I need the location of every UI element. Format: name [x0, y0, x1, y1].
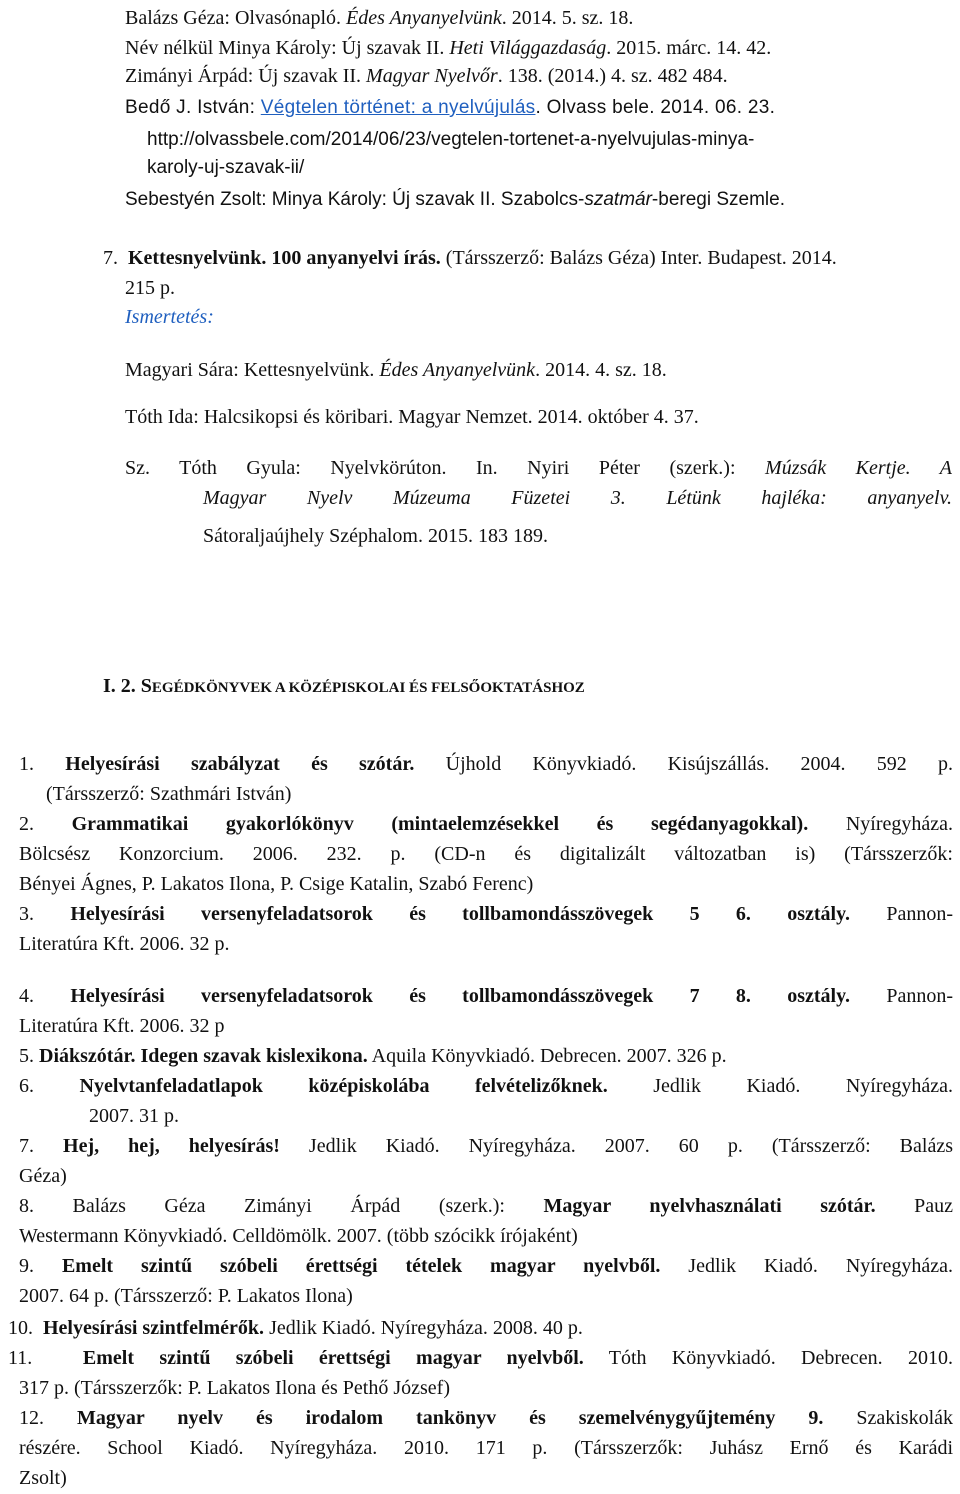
book-details: (Társszerző: Balázs Géza) Inter. Budapest. 2014. — [440, 247, 837, 269]
reference-line — [125, 188, 785, 212]
ref-details: . Olvass bele. 2014. 06. 23. — [535, 97, 776, 118]
reference-line — [125, 64, 728, 88]
book-details: 317 p. (Társszerzők: P. Lakatos Ilona és Pethő József) — [19, 1377, 450, 1399]
item-number: 7. — [103, 247, 118, 269]
item-number: 1. — [19, 753, 34, 775]
ref-text: Sebestyén Zsolt: Minya Károly: Új szavak II. Szabolcs- — [125, 189, 585, 210]
book-title: Magyar nyelvhasználati szótár. — [543, 1195, 876, 1217]
section-number: I. 2. — [103, 675, 136, 697]
item-number: 6. — [19, 1075, 34, 1097]
book-title: Kettesnyelvünk. 100 anyanyelvi írás. — [128, 247, 441, 269]
book-title: Helyesírási versenyfeladatsorok és tollbamondásszövegek 7 8. osztály. — [70, 985, 851, 1007]
section-heading — [103, 674, 585, 700]
book-entry — [8, 1346, 953, 1370]
book-details: Újhold Könyvkiadó. Kisújszállás. 2004. 592 p. — [414, 753, 954, 775]
book-details: Literatúra Kft. 2006. 32 p — [19, 1015, 225, 1037]
book-details: Szakiskolák — [823, 1407, 954, 1429]
item-number: 9. — [19, 1255, 34, 1277]
book-entry — [19, 1194, 953, 1218]
book-title: Magyar nyelv és irodalom tankönyv és szemelvénygyűjtemény 9. — [77, 1407, 824, 1429]
heading-initial: S — [140, 675, 152, 697]
item-number: 5. — [19, 1045, 34, 1067]
review-entry: Tóth Ida: Halcsikopsi és köribari. Magyar Nemzet. 2014. október 4. 37. — [125, 406, 699, 428]
review-text: Magyari Sára: Kettesnyelvünk. — [125, 359, 380, 381]
book-title: Emelt szintű szóbeli érettségi tételek magyar nyelvből. — [61, 1255, 661, 1277]
item-number: 3. — [19, 903, 34, 925]
book-entry — [8, 1316, 583, 1340]
ref-journal: Heti Világgazdaság — [449, 37, 607, 59]
reference-line — [125, 6, 633, 30]
book-pages: 215 p. — [125, 277, 175, 299]
book-entry — [19, 984, 953, 1008]
ref-author: Név nélkül Minya Károly: Új szavak II. — [125, 37, 450, 59]
ref-author: Zimányi Árpád: Új szavak II. — [125, 65, 367, 87]
book-title: Emelt szintű szóbeli érettségi magyar nyelvből. — [82, 1347, 584, 1369]
book-details: Jedlik Kiadó. Nyíregyháza. — [660, 1255, 953, 1277]
book-title: Diákszótár. Idegen szavak kislexikona. — [39, 1045, 368, 1067]
url-line: karoly-uj-szavak-ii/ — [147, 157, 305, 178]
book-entry — [19, 752, 953, 776]
ref-author: Bedő J. István: — [125, 97, 261, 118]
book-details: Zsolt) — [19, 1467, 67, 1489]
book-details: Literatúra Kft. 2006. 32 p. — [19, 933, 230, 955]
book-details: Géza) — [19, 1165, 67, 1187]
book-entry — [19, 1254, 953, 1278]
review-text: Sz. Tóth Gyula: Nyelvkörúton. In. Nyiri Péter (szerk.): — [125, 457, 766, 479]
ref-details: . 138. (2014.) 4. sz. 482 484. — [497, 65, 728, 87]
item-number: 10. — [8, 1317, 33, 1339]
review-entry — [125, 358, 667, 382]
book-details: Nyíregyháza. — [808, 813, 953, 835]
book-title: Helyesírási szabályzat és szótár. — [65, 753, 415, 775]
book-entry — [19, 902, 953, 926]
ref-details: . 2015. márc. 14. 42. — [606, 37, 772, 59]
book-title: Grammatikai gyakorlókönyv (mintaelemzésekkel és segédanyagokkal). — [71, 813, 809, 835]
url-line: http://olvassbele.com/2014/06/23/vegtelen-tortenet-a-nyelvujulas-minya- — [147, 129, 755, 150]
book-entry — [19, 1134, 953, 1158]
book-details: részére. School Kiadó. Nyíregyháza. 2010. 171 p. (Társszerzők: Juhász Ernő és Karádi — [19, 1437, 953, 1459]
item-number: 4. — [19, 985, 34, 1007]
book-details: Pauz — [875, 1195, 954, 1217]
book-details: Jedlik Kiadó. Nyíregyháza. 2007. 60 p. (Társszerző: Balázs — [279, 1135, 953, 1157]
ref-journal: Magyar Nyelvőr — [366, 65, 498, 87]
item-number: 11. — [8, 1347, 33, 1369]
review-journal: Múzsák Kertje. A — [765, 457, 953, 479]
article-link[interactable]: Végtelen történet: a nyelvújulás — [260, 97, 536, 118]
review-text: Sátoraljaújhely Széphalom. 2015. 183 189. — [203, 525, 548, 547]
book-details: Bölcsész Konzorcium. 2006. 232. p. (CD-n és digitalizált változatban is) (Társszerzők: — [19, 843, 953, 865]
book-title: Nyelvtanfeladatlapok középiskolába felvételizőknek. — [79, 1075, 608, 1097]
ref-details: . 2014. 5. sz. 18. — [501, 7, 634, 29]
review-journal: Édes Anyanyelvünk — [379, 359, 536, 381]
book-title: Hej, hej, helyesírás! — [63, 1135, 280, 1157]
book-title: Helyesírási versenyfeladatsorok és tollbamondásszövegek 5 6. osztály. — [70, 903, 851, 925]
book-details: Jedlik Kiadó. Nyíregyháza. 2008. 40 p. — [264, 1317, 583, 1339]
book-entry — [103, 246, 837, 270]
book-entry — [19, 1074, 953, 1098]
review-text: . 2014. 4. sz. 18. — [535, 359, 667, 381]
book-details: Jedlik Kiadó. Nyíregyháza. — [607, 1075, 954, 1097]
heading-text: EGÉDKÖNYVEK A KÖZÉPISKOLAI ÉS FELSŐOKTATÁSHOZ — [151, 680, 585, 696]
book-details: Bényei Ágnes, P. Lakatos Ilona, P. Csige Katalin, Szabó Ferenc) — [19, 873, 534, 895]
book-details: (Társszerző: Szathmári István) — [46, 783, 292, 805]
book-entry — [19, 812, 953, 836]
book-details: Aquila Könyvkiadó. Debrecen. 2007. 326 p. — [367, 1045, 727, 1067]
book-editors: Balázs Géza Zimányi Árpád (szerk.): — [34, 1195, 544, 1217]
review-series: Magyar Nyelv Múzeuma Füzetei 3. Létünk hajléka: anyanyelv. — [203, 487, 952, 509]
reviews-label: Ismertetés: — [125, 306, 214, 328]
book-entry — [19, 1044, 727, 1068]
item-number: 2. — [19, 813, 34, 835]
book-details: Tóth Könyvkiadó. Debrecen. 2010. — [583, 1347, 953, 1369]
book-title: Helyesírási szintfelmérők. — [43, 1317, 265, 1339]
book-details: 2007. 64 p. (Társszerző: P. Lakatos Ilona) — [19, 1285, 353, 1307]
book-details: Pannon- — [850, 985, 953, 1007]
ref-author: Balázs Géza: Olvasónapló. — [125, 7, 347, 29]
book-details: Westermann Könyvkiadó. Celldömölk. 2007. (több szócikk írójaként) — [19, 1225, 578, 1247]
book-details: Pannon- — [850, 903, 953, 925]
item-number: 7. — [19, 1135, 34, 1157]
item-number: 12. — [19, 1407, 44, 1429]
item-number: 8. — [19, 1195, 34, 1217]
book-details: 2007. 31 p. — [89, 1105, 179, 1127]
book-entry — [19, 1406, 953, 1430]
reference-line — [125, 96, 775, 120]
ref-text: -beregi Szemle. — [651, 189, 785, 210]
ref-journal: Édes Anyanyelvünk — [346, 7, 502, 29]
reference-line — [125, 36, 771, 60]
review-entry — [125, 456, 952, 480]
ref-italic: szatmár — [584, 189, 652, 210]
